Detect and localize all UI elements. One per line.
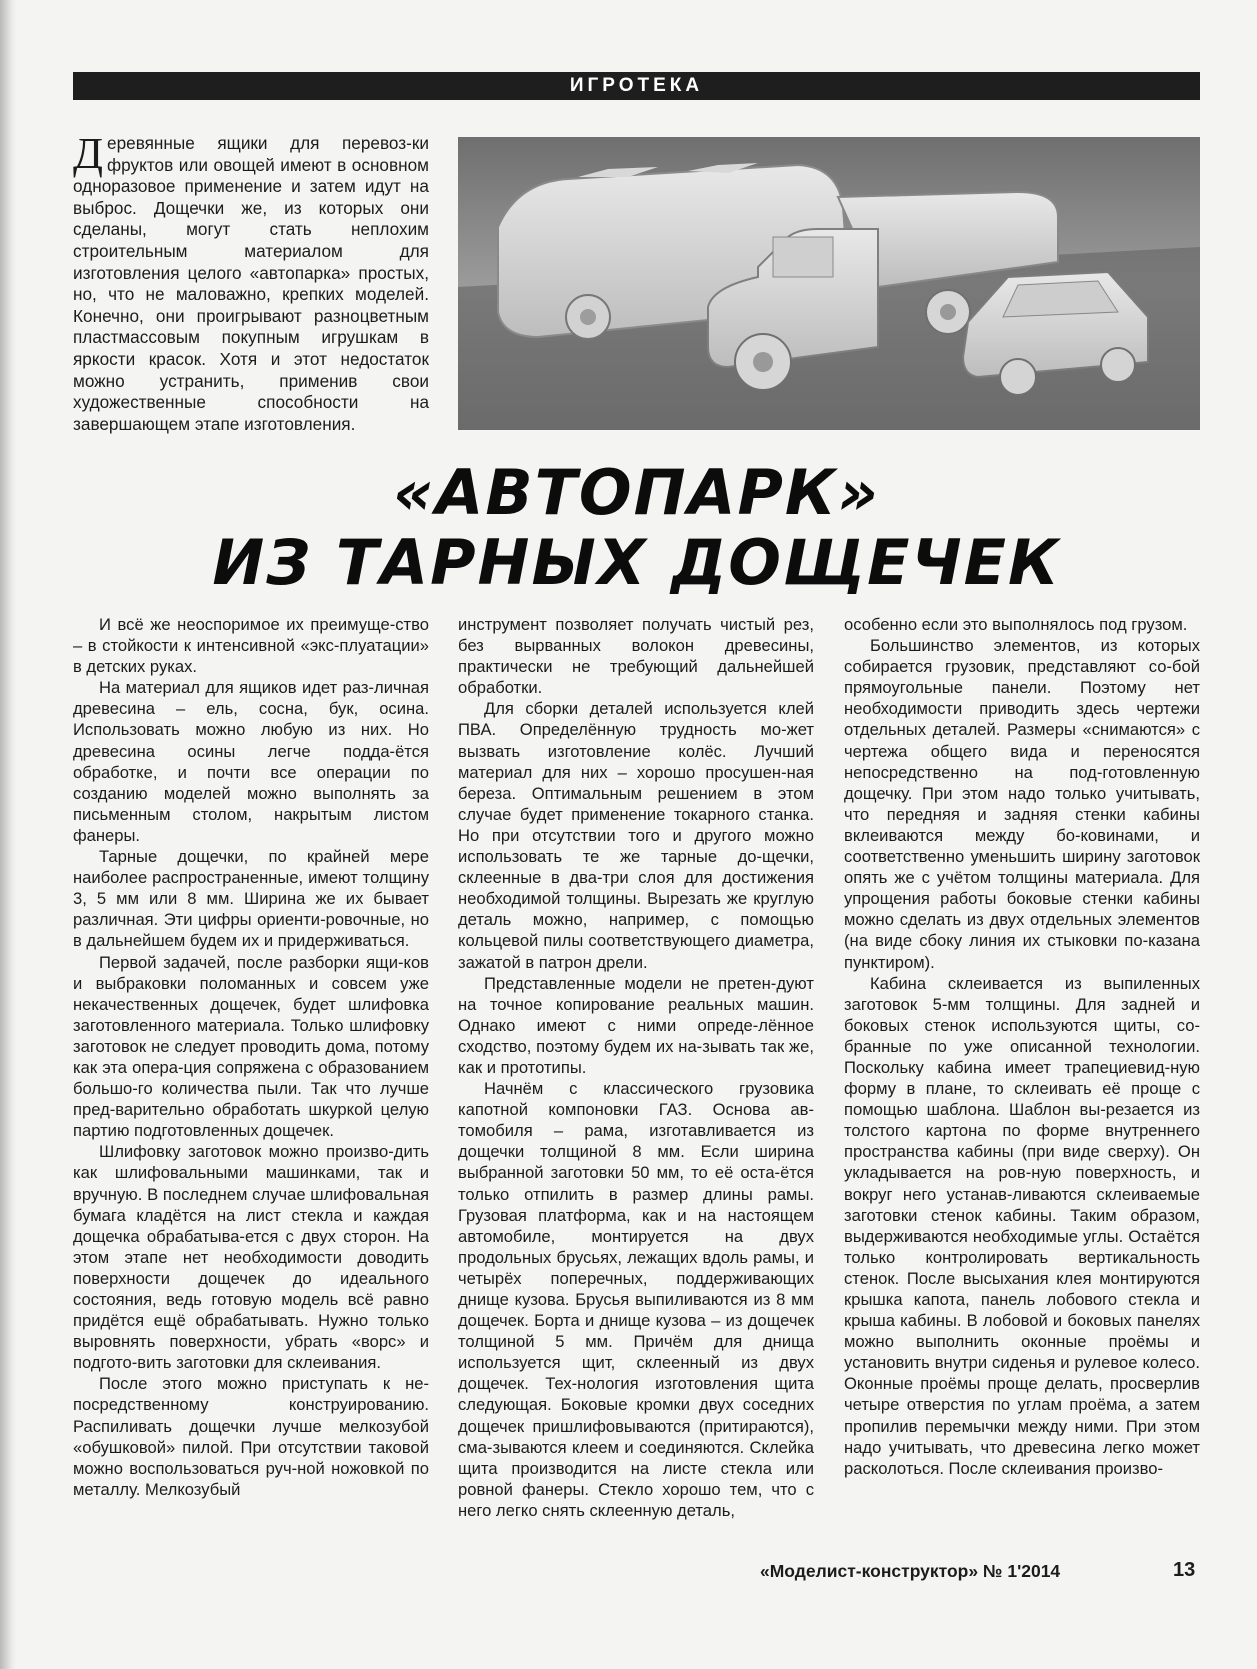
text-column-2 xyxy=(458,614,814,1521)
article-body xyxy=(73,614,1200,1544)
paragraph: инструмент позволяет получать чистый рез, без вырванных волокон древесины, практически не требующий дальнейшей обработки. xyxy=(458,615,814,698)
paragraph: На материал для ящиков идет раз-личная древесина – ель, сосна, бук, осина. Использовать можно любую из них. Но древесина осины легче подда-ётся обработке, и почти все операции по созданию моделей можно выполнять за письменным столом, накрытым листом фанеры. xyxy=(73,678,429,845)
toy-vehicles-illustration xyxy=(458,137,1200,430)
intro-paragraph xyxy=(73,129,429,435)
paragraph: Шлифовку заготовок можно произво-дить как шлифовальными машинками, так и вручную. В последнем случае шлифовальная бумага кладётся на лист стекла и каждая дощечка обрабатыва-ется с двух сторон. На этом этапе нет необходимости доводить поверхности дощечек до идеального состояния, ведь готовую модель всё равно придётся ещё обрабатывать. Нужно только выровнять поверхности, убрать «ворс» и подгото-вить заготовки для склеивания. xyxy=(73,1142,429,1373)
magazine-footer: «Моделист-конструктор» № 1'2014 xyxy=(760,1561,1061,1581)
article-headline xyxy=(73,458,1200,598)
paragraph: Для сборки деталей используется клей ПВА. Определённую трудность мо-жет вызвать изготовление колёс. Лучший материал для них – хорошо просушен-ная береза. Оптимальным решением в этом случае будет применение токарного станка. Но при отсутствии того и другого можно использовать те же тарные до-щечки, склеенные в два-три слоя для достижения необходимой толщины. Вырезать же круглую деталь можно, например, с помощью кольцевой пилы соответствующего диаметра, зажатой в патрон дрели. xyxy=(458,699,814,972)
text-column-3 xyxy=(844,614,1200,1479)
paragraph: Представленные модели не претен-дуют на точное копирование реальных машин. Однако имеют с ними опреде-лённое сходство, поэтому будем их на-зывать так же, как и прототипы. xyxy=(458,973,814,1077)
page-number: 13 xyxy=(1173,1559,1196,1581)
paragraph: Первой задачей, после разборки ящи-ков и выбраковки поломанных и совсем уже некачественных дощечек, будет шлифовка заготовленного материала. Только шлифовку заготовок не следует проводить дома, потому как эта опера-ция сопряжена с образованием большо-го количества пыли. Так что лучше пред-варительно обработать шкуркой целую партию подготовленных дощечек. xyxy=(73,952,429,1141)
drop-cap: Д xyxy=(73,129,104,178)
paragraph: Начнём с классического грузовика капотной компоновки ГАЗ. Основа ав-томобиля – рама, изготавливается из дощечки толщиной 8 мм. Если ширина выбранной заготовки 50 мм, то её оста-ётся только отпилить в размер длины рамы. Грузовая платформа, как и на настоящем автомобиле, монтируется на двух продольных брусьях, лежащих вдоль рамы, и четырёх поперечных, поддерживающих днище кузова. Брусья выпиливаются из 8 мм дощечек. Борта и днище кузова – из дощечек толщиной 5 мм. Причём для днища используется щит, склеенный из двух дощечек. Тех-нология изготовления щита следующая. Боковые кромки двух соседних дощечек пришлифовываются (притираются), сма-зываются клеем и соединяются. Склейка щита производится на листе стекла или ровной фанеры. Стекло хорошо тем, что с него легко снять склеенную деталь, xyxy=(458,1079,814,1520)
headline-line-2: ИЗ ТАРНЫХ ДОЩЕЧЕК xyxy=(212,526,1061,599)
paragraph: особенно если это выполнялось под грузом. xyxy=(844,615,1188,634)
intro-text: еревянные ящики для перевоз-ки фруктов или овощей имеют в основном одноразовое применение и затем идут на выброс. Дощечки же, из которых они сделаны, могут стать неплохим строительным материалом для изготовления целого «автопарка» простых, но, что не маловажно, крепких моделей. Конечно, они проигрывают разноцветным пластмассовым покупным игрушкам в яркости красок. Хотя и этот недостаток можно устранить, применив свои художественные способности на завершающем этапе изготовления. xyxy=(73,133,429,434)
paragraph: И всё же неоспоримое их преимуще-ство – в стойкости к интенсивной «экс-плуатации» в детских руках. xyxy=(73,615,429,677)
section-header: ИГРОТЕКА xyxy=(73,72,1200,100)
paragraph: Тарные дощечки, по крайней мере наиболее распространенные, имеют толщину 3, 5 мм или 8 мм. Ширина же их бывает различная. Эти цифры ориенти-ровочные, но в дальнейшем будем их и придерживаться. xyxy=(73,847,429,951)
wooden-toy-cars-photo xyxy=(458,137,1200,430)
text-column-1 xyxy=(73,614,429,1500)
page-binding-shadow xyxy=(0,0,16,1669)
paragraph: Кабина склеивается из выпиленных заготовок 5-мм толщины. Для задней и боковых стенок используются щиты, со-бранные по уже описанной технологии. Поскольку кабина имеет трапециевид-ную форму в плане, то склеивать её проще с помощью шаблона. Шаблон вы-резается из толстого картона по форме внутреннего пространства кабины (при виде сверху). Он укладывается на ров-ную поверхность, и вокруг него устанав-ливаются склеиваемые заготовки стенок кабины. Таким образом, выдерживаются необходимые углы. Остаётся только контролировать вертикальность стенок. После высыхания клея монтируются крышка капота, панель лобового стекла и крыша кабины. В лобовой и боковых панелях можно выполнить оконные проёмы и установить внутри сиденья и рулевое колесо. Оконные проёмы проще делать, просверлив четыре отверстия по углам проёма, а затем пропилив перемычки между ними. При этом надо учитывать, что древесина легко может расколоться. После склеивания произво- xyxy=(844,973,1200,1478)
paragraph: Большинство элементов, из которых собирается грузовик, представляют со-бой прямоугольные панели. Поэтому нет необходимости приводить здесь чертежи отдельных деталей. Размеры «снимаются» с чертежа общего вида и переносятся непосредственно на под-готовленную дощечку. При этом надо только учитывать, что передняя и задняя стенки кабины вклеиваются между бо-ковинами, и соответственно уменьшить ширину заготовок опять же с учётом толщины материала. Для упрощения работы боковые стенки кабины можно сделать из двух отдельных элементов (на виде сбоку линия их стыковки по-казана пунктиром). xyxy=(844,636,1200,972)
paragraph: После этого можно приступать к не-посредственному конструированию. Распиливать дощечки лучше мелкозубой «обушковой» пилой. При отсутствии таковой можно воспользоваться руч-ной ножовкой по металлу. Мелкозубый xyxy=(73,1374,429,1499)
headline-line-1: «АВТОПАРК» xyxy=(393,456,880,529)
